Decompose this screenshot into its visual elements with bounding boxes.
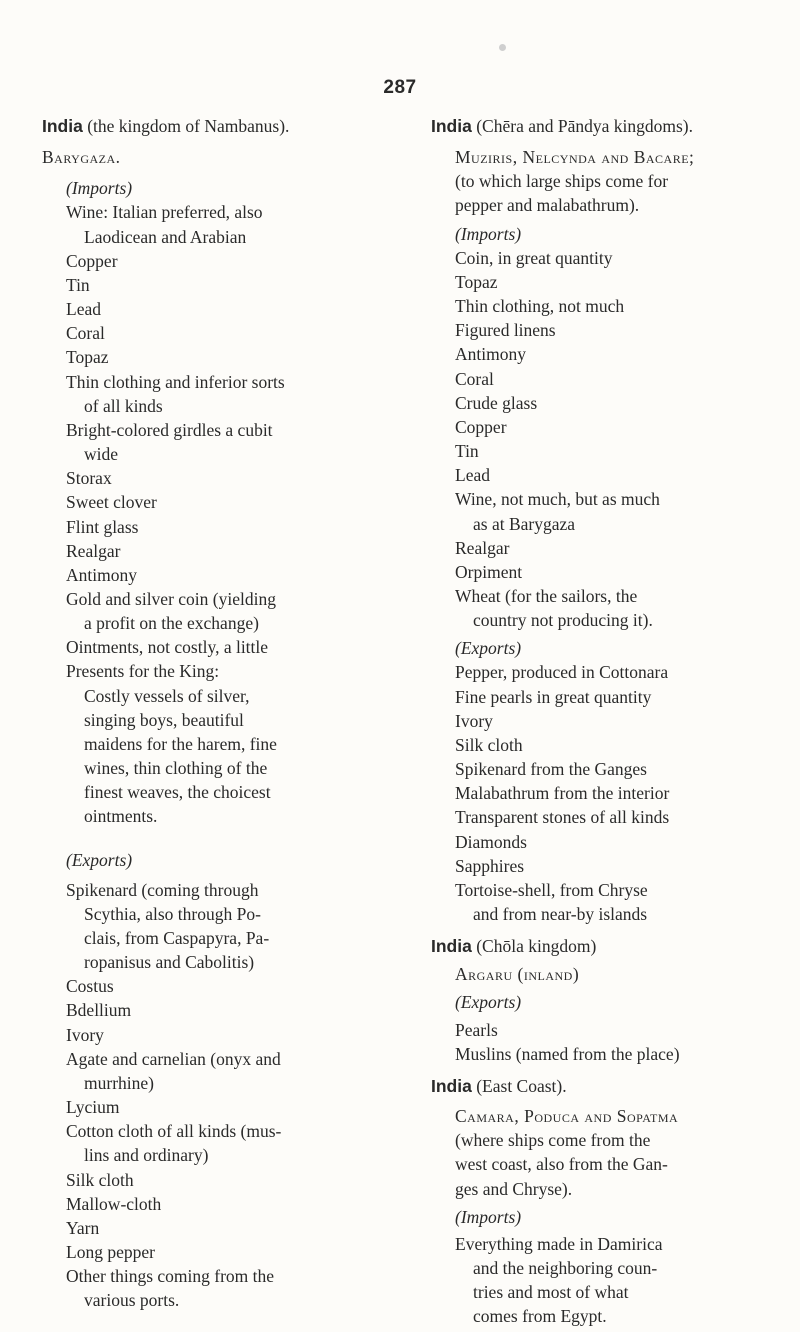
list-item: Sweet clover bbox=[66, 492, 157, 513]
list-item: Flint glass bbox=[66, 516, 139, 537]
list-item: Silk cloth bbox=[66, 1169, 134, 1190]
imports-heading: (Imports) bbox=[455, 223, 522, 244]
list-item: Other things coming from the bbox=[66, 1266, 275, 1287]
list-item: Fine pearls in great quantity bbox=[455, 686, 652, 707]
list-item: Storax bbox=[66, 468, 112, 489]
list-item: Realgar bbox=[455, 537, 510, 558]
list-item: Tin bbox=[66, 274, 90, 295]
port-name: Camara, Poduca and Sopatma bbox=[455, 1106, 679, 1127]
list-item: Bright-colored girdles a cubit bbox=[66, 419, 273, 440]
list-item: ointments. bbox=[84, 806, 158, 827]
port-name: Argaru (inland) bbox=[455, 964, 580, 985]
list-item: Spikenard from the Ganges bbox=[455, 759, 647, 780]
list-item: various ports. bbox=[84, 1290, 180, 1311]
list-item: Everything made in Damirica bbox=[455, 1233, 663, 1254]
list-item: Lycium bbox=[66, 1097, 120, 1118]
list-item: and from near-by islands bbox=[473, 904, 648, 924]
list-item: Pepper, produced in Cottonara bbox=[455, 662, 669, 683]
list-item: Realgar bbox=[66, 540, 121, 561]
list-item: as at Barygaza bbox=[473, 513, 576, 534]
list-item: a profit on the exchange) bbox=[84, 613, 259, 634]
list-item: singing boys, beautiful bbox=[84, 709, 244, 730]
list-item: Silk cloth bbox=[455, 734, 523, 755]
list-item: Thin clothing and inferior sorts bbox=[66, 371, 285, 392]
list-item: Coral bbox=[455, 368, 494, 389]
list-item: clais, from Caspapyra, Pa- bbox=[84, 928, 270, 948]
left-column bbox=[42, 114, 372, 1313]
list-item: maidens for the harem, fine bbox=[84, 733, 277, 754]
list-item: Wheat (for the sailors, the bbox=[455, 585, 638, 606]
list-item: Gold and silver coin (yielding bbox=[66, 588, 276, 609]
list-item: Crude glass bbox=[455, 392, 538, 413]
list-item: Orpiment bbox=[455, 561, 523, 582]
list-item: Copper bbox=[455, 416, 507, 437]
port-note: pepper and malabathrum). bbox=[455, 195, 640, 216]
list-item: lins and ordinary) bbox=[84, 1145, 209, 1166]
list-item: Copper bbox=[66, 250, 118, 271]
page-number: 287 bbox=[383, 77, 417, 98]
list-item: Tin bbox=[455, 441, 479, 462]
list-item: Topaz bbox=[455, 271, 498, 292]
list-item: and the neighboring coun- bbox=[473, 1258, 658, 1279]
list-item: Coin, in great quantity bbox=[455, 247, 613, 268]
imports-heading: (Imports) bbox=[66, 178, 133, 199]
list-item: Yarn bbox=[66, 1217, 100, 1238]
list-item: Sapphires bbox=[455, 855, 525, 876]
list-item: Scythia, also through Po- bbox=[84, 903, 261, 924]
list-item: Bdellium bbox=[66, 1000, 132, 1021]
list-item: Ivory bbox=[455, 710, 493, 731]
imports-heading: (Imports) bbox=[455, 1206, 522, 1227]
port-name: Muziris, Nelcynda and Bacare; bbox=[455, 147, 695, 168]
list-item: Ivory bbox=[66, 1024, 104, 1045]
list-item: murrhine) bbox=[84, 1072, 154, 1093]
region-heading: India (Chōla kingdom) bbox=[431, 936, 597, 957]
region-heading: India (Chēra and Pāndya kingdoms). bbox=[431, 116, 693, 136]
list-item: Transparent stones of all kinds bbox=[455, 807, 670, 828]
list-item: Mallow-cloth bbox=[66, 1193, 162, 1214]
list-item: Antimony bbox=[66, 564, 137, 585]
list-item: Antimony bbox=[455, 344, 526, 365]
list-item: Ointments, not costly, a little bbox=[66, 637, 269, 658]
list-item: ropanisus and Cabolitis) bbox=[84, 952, 255, 973]
list-item: Figured linens bbox=[455, 320, 556, 341]
list-item: Topaz bbox=[66, 347, 109, 368]
list-item: Diamonds bbox=[455, 831, 527, 852]
list-item: Costly vessels of silver, bbox=[84, 685, 250, 706]
list-item: Costus bbox=[66, 976, 114, 997]
region-heading: India (East Coast). bbox=[431, 1075, 567, 1096]
list-item: wines, thin clothing of the bbox=[84, 758, 268, 779]
list-item: Coral bbox=[66, 323, 105, 344]
list-item: Long pepper bbox=[66, 1242, 155, 1263]
list-item: Wine: Italian preferred, also bbox=[66, 202, 263, 223]
list-item: Thin clothing, not much bbox=[455, 296, 625, 317]
list-item: finest weaves, the choicest bbox=[84, 782, 271, 803]
port-note: west coast, also from the Gan- bbox=[455, 1154, 668, 1175]
list-item: comes from Egypt. bbox=[473, 1306, 607, 1327]
list-item: Tortoise-shell, from Chryse bbox=[455, 879, 648, 900]
list-item: Lead bbox=[455, 465, 490, 486]
list-item: Lead bbox=[66, 299, 101, 320]
region-heading: India (the kingdom of Nambanus). bbox=[42, 116, 290, 136]
port-name: Barygaza. bbox=[42, 147, 121, 168]
exports-heading: (Exports) bbox=[66, 849, 133, 870]
exports-heading: (Exports) bbox=[455, 992, 522, 1013]
list-item: Wine, not much, but as much bbox=[455, 489, 660, 510]
exports-heading: (Exports) bbox=[455, 638, 522, 659]
list-item: Presents for the King: bbox=[66, 661, 220, 682]
list-item: Laodicean and Arabian bbox=[84, 226, 247, 247]
list-item: Pearls bbox=[455, 1019, 498, 1040]
list-item: Muslins (named from the place) bbox=[455, 1043, 680, 1064]
list-item: Malabathrum from the interior bbox=[455, 783, 670, 804]
port-note: ges and Chryse). bbox=[455, 1178, 573, 1199]
print-speck bbox=[499, 44, 506, 51]
port-note: (to which large ships come for bbox=[455, 171, 669, 192]
list-item: wide bbox=[84, 444, 119, 465]
port-note: (where ships come from the bbox=[455, 1130, 651, 1151]
list-item: Cotton cloth of all kinds (mus- bbox=[66, 1121, 282, 1142]
list-item: country not producing it). bbox=[473, 610, 653, 631]
list-item: Spikenard (coming through bbox=[66, 879, 259, 900]
right-column bbox=[431, 114, 771, 1329]
list-item: tries and most of what bbox=[473, 1282, 629, 1303]
list-item: of all kinds bbox=[84, 395, 163, 416]
list-item: Agate and carnelian (onyx and bbox=[66, 1048, 281, 1069]
